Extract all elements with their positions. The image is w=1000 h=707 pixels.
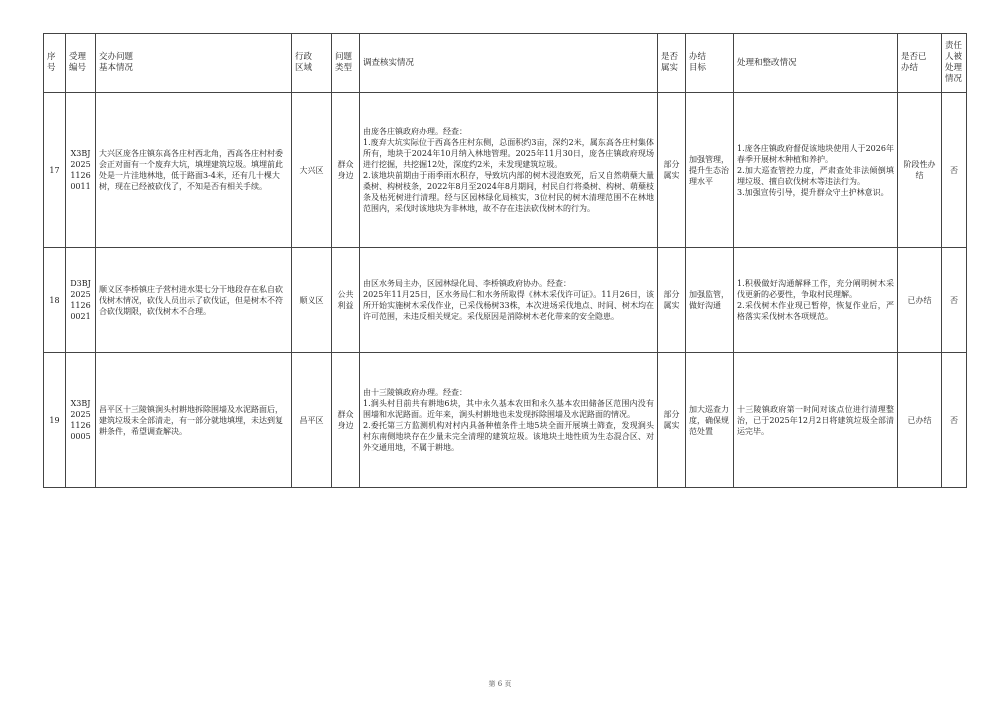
- cell-investigation: 由庞各庄镇政府办理。经查： 1.废弃大坑实际位于西高各庄村东侧，总面积约3亩，深约2米，属东高各庄村集体所有，地块于2024年10月纳入林地管理。2025年11月30日，庞各庄镇政府现场进行挖掘，共挖掘12处，深度约2米，未发现建筑垃圾。 2.该地块前期由于雨季雨水积存，导致坑内部的树木浸泡致死，后又自然萌蘖大量桑树、构树枝条，2022年8月至2024年8月期间，村民自行将桑树、构树、萌蘖枝条及枯死树进行清理。经与区园林绿化局核实，3位村民的树木清理范围不在林地范围内，采伐时该地块为非林地，故不存在违法砍伐树木的行为。: [360, 93, 658, 248]
- cell-receipt-no: X3BJ202511260011: [66, 93, 96, 248]
- cell-issue: 昌平区十三陵镇涧头村耕地拆除围墙及水泥路面后，建筑垃圾未全部清走，有一部分就地填埋，未达到复耕条件，希望调查解决。: [96, 353, 292, 488]
- cell-closed: 已办结: [898, 353, 942, 488]
- petition-table-sheet: [43, 33, 966, 488]
- cell-accountable: 否: [942, 353, 967, 488]
- cell-receipt-no: D3BJ202511260021: [66, 248, 96, 353]
- header-district: 行政 区域: [292, 34, 332, 93]
- header-accountable: 责任 人被 处理 情况: [942, 34, 967, 93]
- table-row: [44, 93, 967, 248]
- cell-verified: 部分属实: [658, 93, 686, 248]
- cell-issue: 顺义区李桥镇庄子营村进水渠七分干地段存在私自砍伐树木情况，砍伐人员出示了砍伐证，但是树木不符合砍伐期限，砍伐树木不合理。: [96, 248, 292, 353]
- cell-closed: 已办结: [898, 248, 942, 353]
- cell-goal: 加强管理，提升生态治理水平: [686, 93, 734, 248]
- table-row: [44, 353, 967, 488]
- header-seq: 序 号: [44, 34, 66, 93]
- cell-investigation: 由十三陵镇政府办理。经查： 1.涧头村目前共有耕地6块，其中永久基本农田和永久基本农田储备区范围内没有围墙和水泥路面。近年来，涧头村耕地也未发现拆除围墙及水泥路面的情况。 2.委托第三方监测机构对村内具备种植条件土地5块全面开展填土筛查，发现涧头村东南侧地块存在少量未完全清理的建筑垃圾。该地块土地性质为生态混合区、对外交通用地，不属于耕地。: [360, 353, 658, 488]
- table-row: [44, 248, 967, 353]
- cell-seq: 19: [44, 353, 66, 488]
- cell-investigation: 由区水务局主办，区园林绿化局、李桥镇政府协办。经查： 2025年11月25日，区水务局仁和水务所取得《林木采伐许可证》。11月26日，该所开始实施树木采伐作业，已采伐杨树33株，本次进场采伐地点、时间、树木均在许可范围，未违反相关规定。采伐原因是消除树木老化带来的安全隐患。: [360, 248, 658, 353]
- header-issue-type: 问题 类型: [332, 34, 360, 93]
- cell-seq: 18: [44, 248, 66, 353]
- cell-handling: 1.积极做好沟通解释工作，充分阐明树木采伐更新的必要性，争取村民理解。 2.采伐树木作业现已暂停，恢复作业后，严格落实采伐树木各项规范。: [734, 248, 898, 353]
- header-receipt-no: 受理 编号: [66, 34, 96, 93]
- cell-handling: 1.庞各庄镇政府督促该地块使用人于2026年春季开展树木种植和养护。 2.加大巡查管控力度，严肃查处非法倾倒填埋垃圾、擅自砍伐树木等违法行为。 3.加强宣传引导，提升群众守土护林意识。: [734, 93, 898, 248]
- cell-closed: 阶段性办结: [898, 93, 942, 248]
- header-handling: 处理和整改情况: [734, 34, 898, 93]
- header-closed: 是否已 办结: [898, 34, 942, 93]
- cell-issue: 大兴区庞各庄镇东高各庄村西北角，西高各庄村村委会正对面有一个废弃大坑，填埋建筑垃圾。填埋前此处是一片洼地林地，低于路面3-4米，还有几十棵大树，现在已经被砍伐了，不知是否有相关手续。: [96, 93, 292, 248]
- cell-seq: 17: [44, 93, 66, 248]
- cell-goal: 加大巡查力度，确保规范处置: [686, 353, 734, 488]
- petition-table: [43, 33, 967, 488]
- cell-verified: 部分属实: [658, 248, 686, 353]
- cell-goal: 加强监管，做好沟通: [686, 248, 734, 353]
- header-goal: 办结 目标: [686, 34, 734, 93]
- cell-district: 昌平区: [292, 353, 332, 488]
- cell-issue-type: 群众身边: [332, 93, 360, 248]
- cell-district: 顺义区: [292, 248, 332, 353]
- cell-accountable: 否: [942, 93, 967, 248]
- header-verified: 是否 属实: [658, 34, 686, 93]
- header-issue: 交办问题 基本情况: [96, 34, 292, 93]
- table-header-row: [44, 34, 967, 93]
- cell-verified: 部分属实: [658, 353, 686, 488]
- cell-accountable: 否: [942, 248, 967, 353]
- cell-issue-type: 群众身边: [332, 353, 360, 488]
- page-number: 第 6 页: [488, 680, 512, 688]
- cell-issue-type: 公共利益: [332, 248, 360, 353]
- cell-receipt-no: X3BJ202511260005: [66, 353, 96, 488]
- header-investigation: 调查核实情况: [360, 34, 658, 93]
- cell-district: 大兴区: [292, 93, 332, 248]
- cell-handling: 十三陵镇政府第一时间对该点位进行清理整治，已于2025年12月2日将建筑垃圾全部清运完毕。: [734, 353, 898, 488]
